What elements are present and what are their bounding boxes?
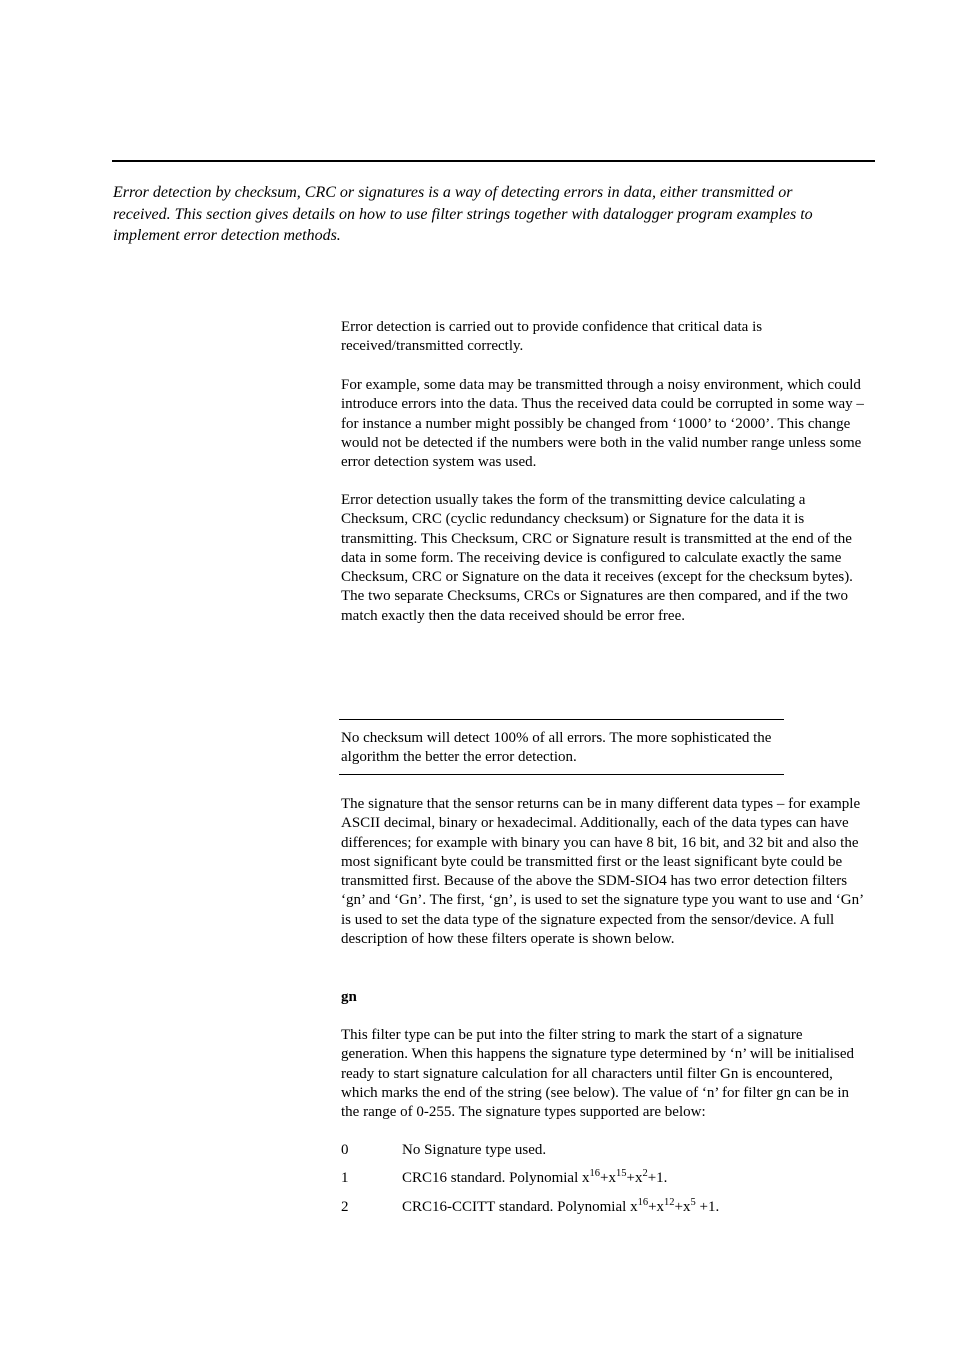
poly-exponent: 12 <box>664 1197 675 1208</box>
poly-operator: + <box>648 1199 657 1215</box>
note-bottom-rule <box>339 774 784 775</box>
poly-base: x <box>634 1170 643 1186</box>
poly-base: x <box>683 1199 691 1215</box>
poly-exponent: 16 <box>637 1197 649 1208</box>
signature-type-description <box>402 1198 719 1217</box>
paragraph-gn-description: This filter type can be put into the filter string to mark the start of a signature generation. When this happens the signature type determined by ‘n’ will be initialised ready to start signature calculation for all characters until filter Gn is encountered, which marks the end of the string (see below). The value of ‘n’ for filter gn can be in the range of 0-255. The signature types supported are below: <box>341 1027 855 1121</box>
signature-type-number: 1 <box>341 1170 349 1186</box>
paragraph-method: Error detection usually takes the form of the transmitting device calculating a Checksum, CRC (cyclic redundancy checksum) or Signature for the data it is transmitting. This Checksum, CRC or Signature result is transmitted at the end of the data in some form. The receiving device is configured to calculate exactly the same Checksum, CRC or Signature on the data it receives (except for the checksum bytes). The two separate Checksums, CRCs or Signatures are then compared, and if the two match exactly then the data received should be error free. <box>341 492 853 624</box>
paragraph-example: For example, some data may be transmitted through a noisy environment, which could introduce errors into the data. Thus the received data could be corrupted in some way – for instance a number might possibly be changed from ‘1000’ to ‘2000’. This change would not be detected if the numbers were both in the valid number range unless some error detection system was used. <box>341 377 864 471</box>
poly-exponent: 15 <box>615 1168 627 1179</box>
poly-exponent: 16 <box>589 1168 600 1179</box>
signature-type-number: 0 <box>341 1142 349 1158</box>
section-top-rule <box>112 160 875 162</box>
poly-base: x <box>582 1170 590 1186</box>
note-top-rule <box>339 719 784 720</box>
poly-operator: +1. <box>647 1170 668 1186</box>
signature-type-row <box>341 1169 871 1191</box>
poly-base: x <box>630 1199 638 1215</box>
signature-type-prefix: CRC16-CCITT standard. Polynomial <box>402 1199 631 1215</box>
signature-type-description: No Signature type used. <box>402 1142 547 1158</box>
poly-exponent: 5 <box>690 1197 696 1208</box>
signature-type-row <box>341 1141 871 1163</box>
signature-type-number: 2 <box>341 1199 349 1215</box>
filter-heading-gn: gn <box>341 989 357 1005</box>
signature-type-row <box>341 1198 871 1220</box>
poly-operator: + <box>600 1170 609 1186</box>
poly-base: x <box>656 1199 665 1215</box>
poly-operator: + <box>674 1199 683 1215</box>
section-intro: Error detection by checksum, CRC or signatures is a way of detecting errors in data, either transmitted or received. This section gives details on how to use filter strings together with datalogger program examples to implement error detection methods. <box>113 184 813 244</box>
signature-type-description <box>402 1169 667 1188</box>
signature-type-prefix: CRC16 standard. Polynomial <box>402 1170 582 1186</box>
paragraph-purpose: Error detection is carried out to provide confidence that critical data is received/transmitted correctly. <box>341 319 763 355</box>
poly-operator: +1. <box>695 1199 720 1215</box>
poly-base: x <box>608 1170 616 1186</box>
note-text: No checksum will detect 100% of all errors. The more sophisticated the algorithm the better the error detection. <box>341 730 772 766</box>
paragraph-signature-types: The signature that the sensor returns can be in many different data types – for example ASCII decimal, binary or hexadecimal. Additionally, each of the data types can have differences; for example with binary you can have 8 bit, 16 bit, and 32 bit and also the most significant byte could be transmitted first or the least significant byte could be transmitted first. Because of the above the SDM-SIO4 has two error detection filters ‘gn’ and ‘Gn’. The first, ‘gn’, is used to set the signature type you want to use and ‘Gn’ is used to set the data type of the signature expected from the sensor/device. A full description of how these filters operate is shown below. <box>341 796 863 948</box>
poly-operator: + <box>626 1170 635 1186</box>
poly-exponent: 2 <box>642 1168 648 1179</box>
